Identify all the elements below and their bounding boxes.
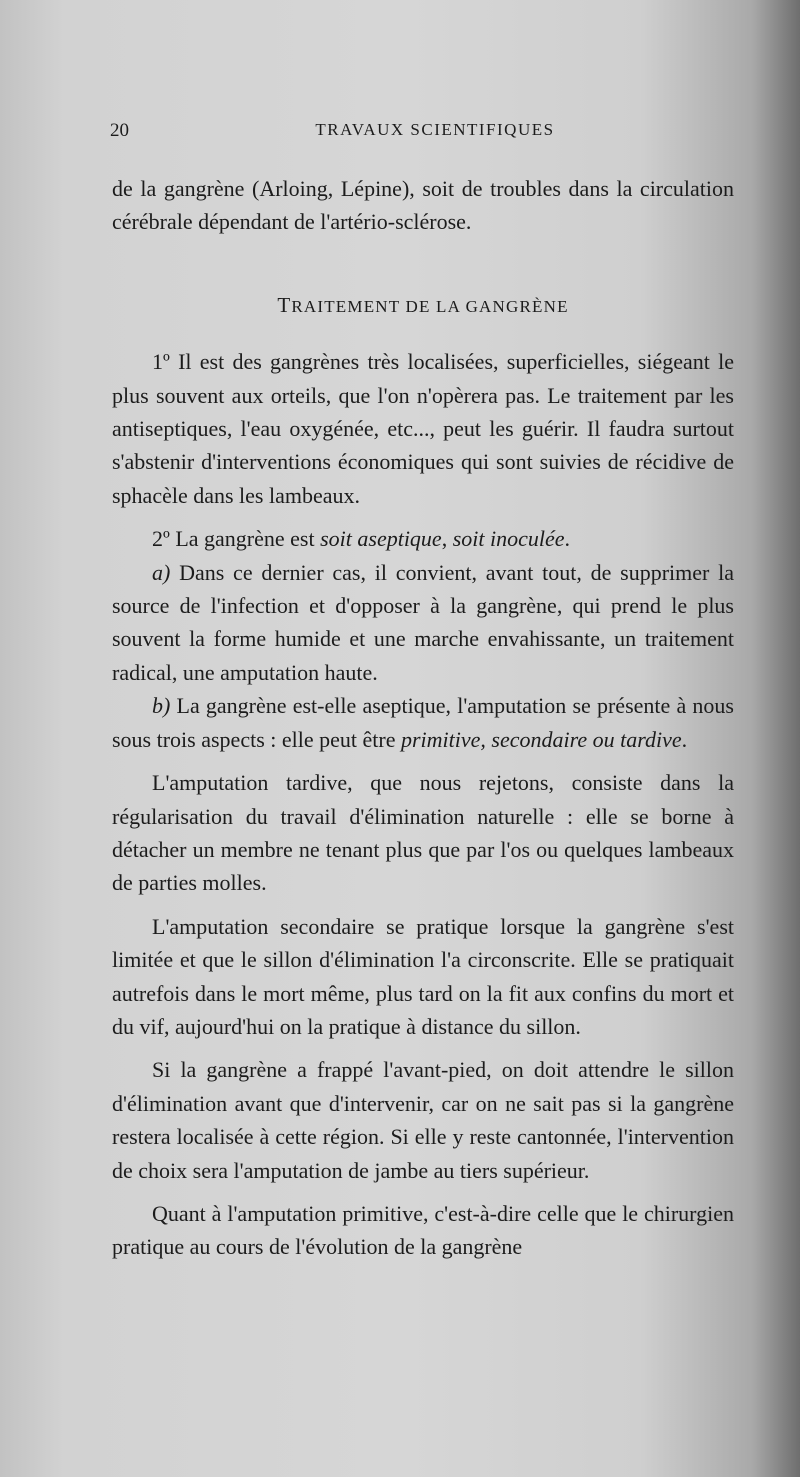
page-number: 20 bbox=[110, 120, 129, 141]
p3-text: Dans ce dernier cas, il convient, avant tout, de supprimer la source de l'infection et d'opposer à la gangrène, qui prend le plus souvent la forme humide et une marche envahissante, un traitement radical, une amputation haute. bbox=[112, 559, 734, 685]
running-title: TRAVAUX SCIENTIFIQUES bbox=[315, 120, 555, 139]
paragraph-continuation: de la gangrène (Arloing, Lépine), soit de troubles dans la circulation cérébrale dépendant de l'artério-sclérose. bbox=[112, 176, 734, 235]
p4-text: La gangrène est-elle aseptique, l'amputation se présente à nous sous trois aspects : elle peut être bbox=[112, 693, 734, 752]
p2-italic-inoculee: soit inoculée bbox=[452, 526, 565, 552]
p3-marker: a) bbox=[152, 559, 171, 585]
p2-start: 2º La gangrène est bbox=[152, 526, 321, 552]
paragraph-point-2 bbox=[112, 522, 734, 555]
p2-end: . bbox=[564, 526, 571, 552]
body-text bbox=[112, 172, 734, 1264]
p4-marker: b) bbox=[152, 693, 171, 719]
paragraph-a bbox=[112, 556, 734, 690]
section-heading-rest: RAITEMENT DE LA GANGRÈNE bbox=[291, 296, 569, 316]
paragraph-point-1: 1º Il est des gangrènes très localisées, superficielles, siégeant le plus souvent aux orteils, que l'on n'opèrera pas. Le traitement par les antiseptiques, l'eau oxygénée, etc..., peut les guérir. Il faudra surtout s'abstenir d'interventions économiques qui sont suivies de récidive de sphacèle dans les lambeaux. bbox=[112, 349, 734, 508]
paragraph-b bbox=[112, 689, 734, 756]
p2-mid: , bbox=[441, 526, 453, 552]
paragraph-tardive: L'amputation tardive, que nous rejetons, consiste dans la régularisation du travail d'élimination naturelle : elle se borne à détacher un membre ne tenant plus que par l'os ou quelques lambeaux de parties molles. bbox=[112, 770, 734, 896]
p2-italic-aseptique: soit aseptique bbox=[320, 526, 442, 552]
paragraph-avant-pied: Si la gangrène a frappé l'avant-pied, on doit attendre le sillon d'élimination avant que d'intervenir, car on ne sait pas si la gangrène restera localisée à cette région. Si elle y reste cantonnée, l'intervention de choix sera l'amputation de jambe au tiers supérieur. bbox=[112, 1057, 734, 1183]
section-heading bbox=[112, 289, 734, 323]
p4-italic: primitive, secondaire ou tardive bbox=[400, 726, 682, 752]
section-heading-initial: T bbox=[277, 292, 292, 317]
p4-end: . bbox=[681, 726, 688, 752]
paragraph-primitive: Quant à l'amputation primitive, c'est-à-dire celle que le chirurgien pratique au cours de l'évolution de la gangrène bbox=[112, 1200, 734, 1260]
running-head bbox=[110, 120, 730, 148]
paragraph-secondaire: L'amputation secondaire se pratique lorsque la gangrène s'est limitée et que le sillon d'élimination l'a circonscrite. Elle se pratiquait autrefois dans le mort même, plus tard on la fit aux confins du mort et du vif, aujourd'hui on la pratique à distance du sillon. bbox=[112, 913, 734, 1039]
